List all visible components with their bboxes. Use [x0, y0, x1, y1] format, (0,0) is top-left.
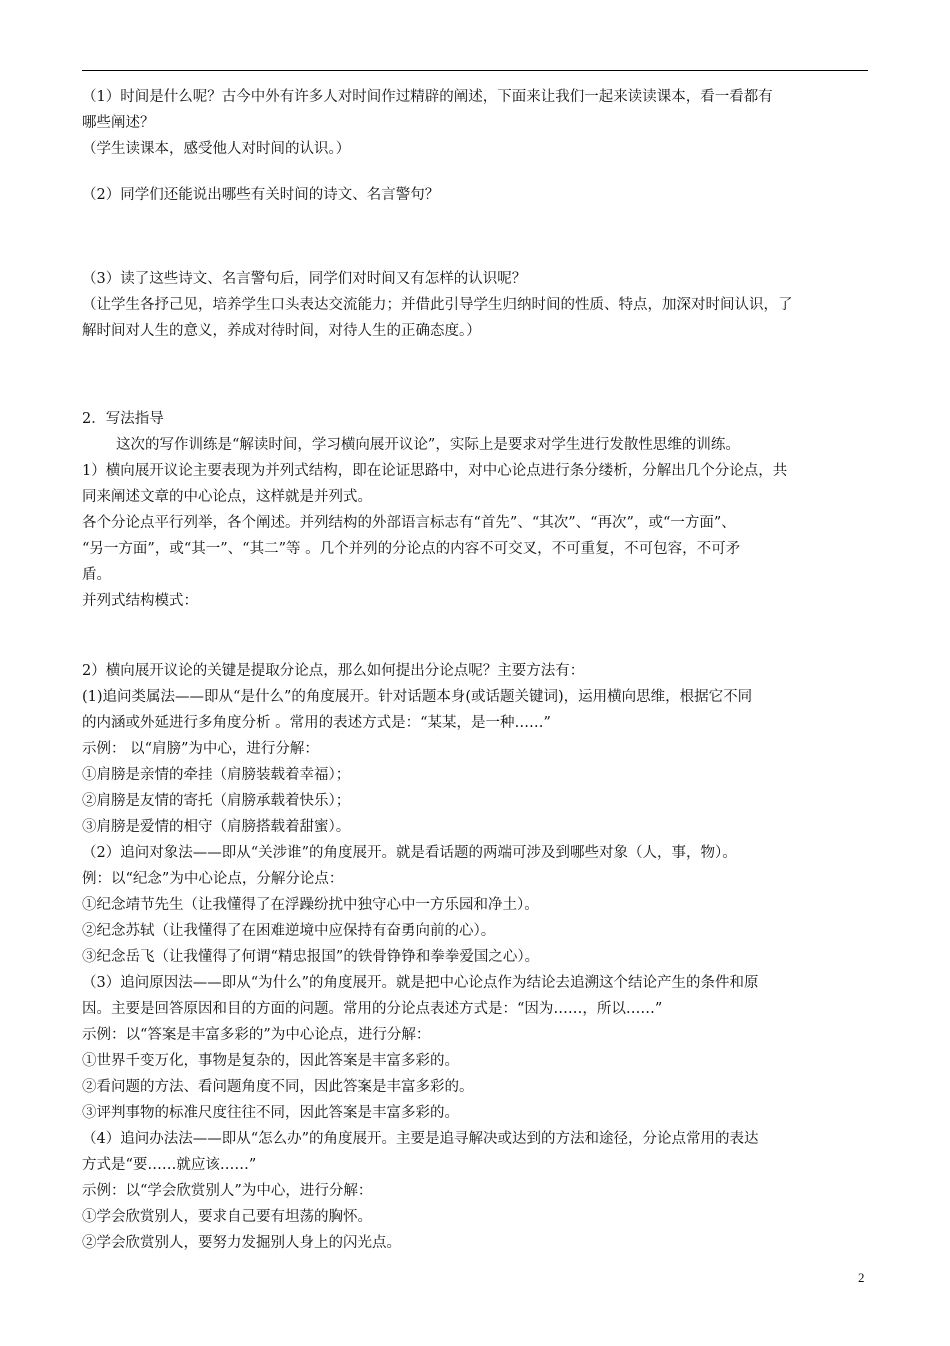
page-number: 2 — [858, 1270, 865, 1285]
document-body — [82, 84, 872, 1256]
list-item: ②学会欣赏别人，要努力发掘别人身上的闪光点。 — [82, 1235, 401, 1251]
question-3-note-line-2: 解时间对人生的意义，养成对待时间，对待人生的正确态度。） — [82, 323, 481, 339]
list-item: ①纪念靖节先生（让我懂得了在浮躁纷扰中独守心中一方乐园和净土）。 — [82, 897, 539, 913]
intro-paragraph: 这次的写作训练是“解读时间，学习横向展开议论”，实际上是要求对学生进行发散性思维的训练。 — [116, 437, 740, 453]
header-rule — [82, 70, 868, 71]
paragraph-2-line-2: “另一方面”，或“其一”、“其二”等 。几个并列的分论点的内容不可交叉，不可重复，不可包容，不可矛 — [82, 541, 741, 557]
structure-model-label: 并列式结构模式： — [82, 593, 198, 609]
list-item: ①学会欣赏别人，要求自己要有坦荡的胸怀。 — [82, 1209, 372, 1225]
method-2-example: 例：以“纪念”为中心论点，分解分论点： — [82, 871, 344, 887]
list-item: ②纪念苏轼（让我懂得了在困难逆境中应保持有奋勇向前的心）。 — [82, 923, 496, 939]
paragraph-3: 2）横向展开议论的关键是提取分论点，那么如何提出分论点呢？主要方法有： — [82, 663, 585, 679]
section-heading: 2．写法指导 — [82, 411, 164, 427]
list-item: ③评判事物的标准尺度往往不同，因此答案是丰富多彩的。 — [82, 1105, 459, 1121]
method-2-line-1: （2）追问对象法——即从“关涉谁”的角度展开。就是看话题的两端可涉及到哪些对象（人，事，物）。 — [82, 845, 737, 861]
method-1-example: 示例： 以“肩膀”为中心，进行分解： — [82, 741, 319, 757]
paragraph-1-line-2: 同来阐述文章的中心论点，这样就是并列式。 — [82, 489, 372, 505]
question-1-line-1: （1）时间是什么呢？古今中外有许多人对时间作过精辟的阐述，下面来让我们一起来读读课本，看一看都有 — [82, 89, 773, 105]
method-3-example: 示例：以“答案是丰富多彩的”为中心论点，进行分解： — [82, 1027, 431, 1043]
question-3-note-line-1: （让学生各抒己见，培养学生口头表达交流能力；并借此引导学生归纳时间的性质、特点，加深对时间认识，了 — [82, 297, 793, 313]
question-2: （2）同学们还能说出哪些有关时间的诗文、名言警句？ — [82, 187, 440, 203]
method-3-line-1: （3）追问原因法——即从“为什么”的角度展开。就是把中心论点作为结论去追溯这个结论产生的条件和原 — [82, 975, 759, 991]
method-1-line-1: (1)追问类属法——即从“是什么”的角度展开。针对话题本身(或话题关键词)，运用横向思维，根据它不同 — [82, 689, 753, 705]
paragraph-2-line-1: 各个分论点平行列举，各个阐述。并列结构的外部语言标志有“首先”、“其次”、“再次”，或“一方面”、 — [82, 515, 736, 531]
method-1-line-2: 的内涵或外延进行多角度分析 。常用的表述方式是：“某某，是一种……” — [82, 715, 551, 731]
list-item: ③肩膀是爱情的相守（肩膀搭载着甜蜜）。 — [82, 819, 351, 835]
method-3-line-2: 因。主要是回答原因和目的方面的问题。常用的分论点表述方式是：“因为……，所以……” — [82, 1001, 663, 1017]
list-item: ②看问题的方法、看问题角度不同，因此答案是丰富多彩的。 — [82, 1079, 474, 1095]
list-item: ②肩膀是友情的寄托（肩膀承载着快乐）； — [82, 793, 351, 809]
method-4-line-1: （4）追问办法法——即从“怎么办”的角度展开。主要是追寻解决或达到的方法和途径，分论点常用的表达 — [82, 1131, 759, 1147]
paragraph-1-line-1: 1）横向展开议论主要表现为并列式结构，即在论证思路中，对中心论点进行条分缕析，分解出几个分论点，共 — [82, 463, 788, 479]
method-4-line-2: 方式是“要……就应该……” — [82, 1157, 257, 1173]
paragraph-2-line-3: 盾。 — [82, 567, 111, 583]
list-item: ①世界千变万化，事物是复杂的，因此答案是丰富多彩的。 — [82, 1053, 459, 1069]
question-1-line-2: 哪些阐述？ — [82, 115, 155, 131]
question-1-note: （学生读课本，感受他人对时间的认识。） — [82, 141, 351, 157]
method-4-example: 示例：以“学会欣赏别人”为中心，进行分解： — [82, 1183, 373, 1199]
list-item: ①肩膀是亲情的牵挂（肩膀装载着幸福）； — [82, 767, 351, 783]
list-item: ③纪念岳飞（让我懂得了何谓“精忠报国”的铁骨铮铮和拳拳爱国之心）。 — [82, 949, 540, 965]
question-3: （3）读了这些诗文、名言警句后，同学们对时间又有怎样的认识呢？ — [82, 271, 527, 287]
